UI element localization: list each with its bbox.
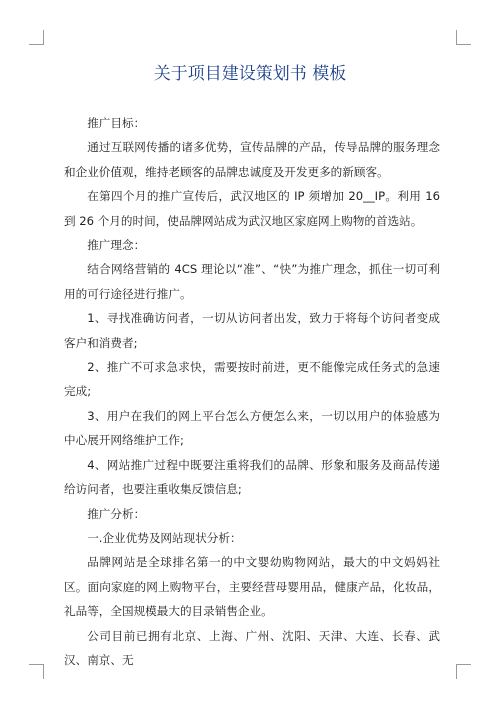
heading-promotion-analysis: 推广分析： [87, 506, 146, 521]
crop-mark-bottom-left [29, 664, 44, 679]
paragraph: 品牌网站是全球排名第一的中文婴幼购物网站，最大的中文妈妈社区。面向家庭的网上购物平台，主要经营母婴用品，健康产品，化妆品，礼品等，全国规模最大的目录销售企业。 [64, 555, 440, 619]
crop-mark-top-right [456, 30, 471, 45]
paragraph: 在第四个月的推广宣传后，武汉地区的 IP 须增加 20__IP。利用 16 到 26 个月的时间，使品牌网站成为武汉地区家庭网上购物的首选站。 [64, 189, 440, 228]
document-title: 关于项目建设策划书 模板 [153, 64, 347, 84]
document-body [64, 111, 440, 672]
list-item: 1、寻找准确访问者，一切从访问者出发，致力于将每个访问者变成客户和消费者; [64, 311, 440, 350]
list-item: 3、用户在我们的网上平台怎么方便怎么来，一切以用户的体验感为中心展开网络维护工作; [64, 408, 440, 448]
list-item: 4、网站推广过程中既要注重将我们的品牌、形象和服务及商品传递给访问者，也要注重收集反馈信息; [64, 457, 440, 497]
list-item: 2、推广不可求急求快，需要按时前进，更不能像完成任务式的急速完成; [64, 360, 440, 399]
crop-mark-bottom-right [456, 664, 471, 679]
crop-mark-top-left [29, 30, 44, 45]
heading-promotion-concept: 推广理念： [87, 238, 146, 253]
heading-promotion-goal: 推广目标： [87, 116, 146, 130]
paragraph: 通过互联网传播的诸多优势，宣传品牌的产品，传导品牌的服务理念和企业价值观，维持老顾客的品牌忠诚度及开发更多的新顾客。 [64, 140, 440, 179]
paragraph: 结合网络营销的 4CS 理论以“准”、“快”为推广理念，抓住一切可利用的可行途径进行推广。 [64, 262, 440, 301]
paragraph: 公司目前已拥有北京、上海、广州、沈阳、天津、大连、长春、武汉、南京、无 [64, 628, 440, 667]
subheading-company-advantages: 一.企业优势及网站现状分析： [87, 530, 242, 545]
